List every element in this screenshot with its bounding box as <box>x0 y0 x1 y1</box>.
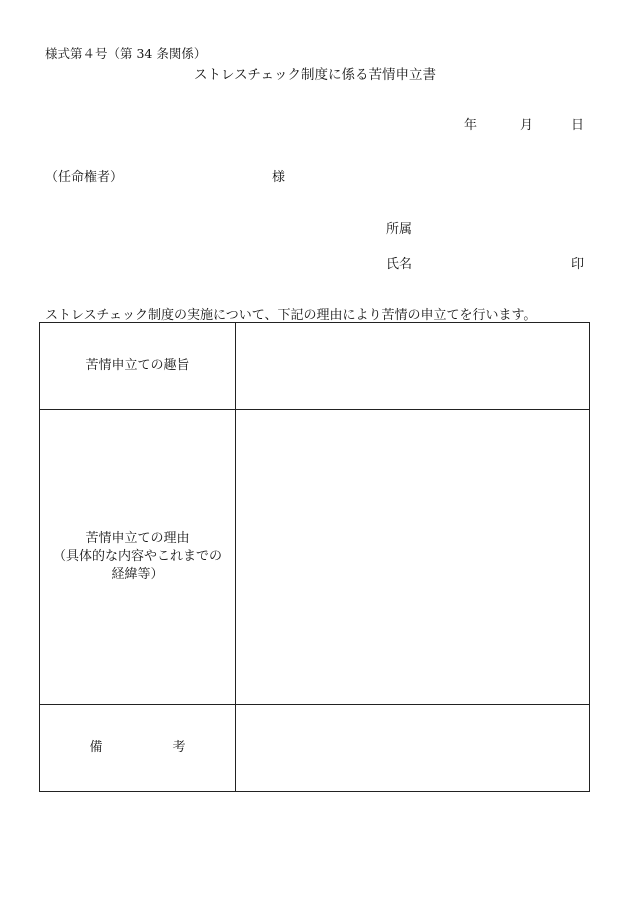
intro-text: ストレスチェック制度の実施について、下記の理由により苦情の申立てを行います。 <box>45 308 537 323</box>
name-label: 氏名 <box>386 257 413 272</box>
reason-label-line3: 経緯等） <box>111 567 164 582</box>
reason-label-line2: （具体的な内容やこれまでの <box>52 549 222 564</box>
date-month-label: 月 <box>520 118 534 133</box>
reason-label <box>40 410 236 705</box>
complaint-table <box>39 322 590 792</box>
reason-field[interactable] <box>236 410 590 705</box>
remarks-label <box>40 705 236 792</box>
document-title: ストレスチェック制度に係る苦情申立書 <box>194 67 436 83</box>
date-year-label: 年 <box>464 118 478 133</box>
form-number: 様式第４号（第 34 条関係） <box>45 46 207 61</box>
table-row-reason <box>40 410 590 705</box>
date-day-label: 日 <box>571 118 585 133</box>
remarks-label-b: 考 <box>172 740 186 755</box>
reason-label-line1: 苦情申立ての理由 <box>85 531 190 546</box>
remarks-label-a: 備 <box>89 740 103 755</box>
honorific-label: 様 <box>272 170 286 185</box>
remarks-field[interactable] <box>236 705 590 792</box>
table-row-gist <box>40 323 590 410</box>
affiliation-label: 所属 <box>386 222 413 237</box>
gist-field[interactable] <box>236 323 590 410</box>
table-row-remarks <box>40 705 590 792</box>
appointer-label: （任命権者） <box>45 170 124 185</box>
gist-label: 苦情申立ての趣旨 <box>40 323 236 410</box>
seal-mark: 印 <box>571 257 585 272</box>
